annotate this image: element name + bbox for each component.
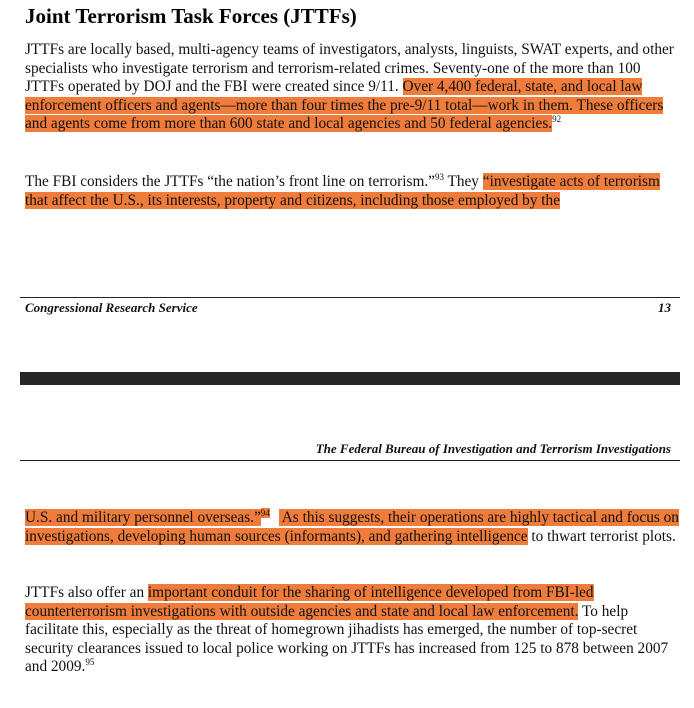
paragraph-operations xyxy=(25,509,680,546)
paragraph-text: JTTFs also offer an xyxy=(25,584,148,601)
footnote-ref[interactable]: 93 xyxy=(434,172,444,182)
highlighted-text[interactable]: important conduit for the sharing of intelligence developed from FBI-led counterterrorism investigations with outside agencies and state and local law enforcement. xyxy=(25,584,594,620)
footnote-ref[interactable]: 94 xyxy=(260,508,270,518)
highlighted-text[interactable]: U.S. and military personnel overseas.” xyxy=(25,509,261,526)
paragraph-text: They xyxy=(443,173,483,190)
highlighted-text[interactable]: Over 4,400 federal, state, and local law enforcement officers and agents—more than four times the pre-9/11 total—work in them. These officers and agents come from more than 600 state and local agencies and 50 federal agencies. xyxy=(25,78,664,133)
paragraph-jttf-overview xyxy=(25,41,680,134)
highlighted-text[interactable]: “investigate acts of terrorism that affect the U.S., its interests, property and citizens, including those employed by the xyxy=(25,173,660,209)
footnote-ref[interactable]: 92 xyxy=(552,114,562,125)
page-number: 13 xyxy=(658,300,671,315)
footer-publisher: Congressional Research Service xyxy=(25,300,198,315)
running-header: The Federal Bureau of Investigation and Terrorism Investigations xyxy=(315,441,671,456)
footer-rule xyxy=(20,297,680,298)
paragraph-text: JTTFs are locally based, multi-agency teams of investigators, analysts, linguists, SWAT experts, and other specialists who investigate terrorism and terrorism-related crimes. Seventy-one of the more than 100 JTTFs operated by DOJ and the FBI were created since 9/11. xyxy=(25,41,674,96)
paragraph-text: to thwart terrorist plots. xyxy=(527,527,676,545)
paragraph-text: To help facilitate this, especially as the threat of homegrown jihadists has emerged, the number of top-secret security clearances issued to local police working on JTTFs has increased from 125 to 878 between 2007 and 2009. xyxy=(25,602,669,676)
header-rule xyxy=(20,460,680,461)
annotation-marker[interactable] xyxy=(270,514,279,523)
page-break xyxy=(20,372,680,385)
paragraph-front-line xyxy=(25,173,680,210)
section-heading: Joint Terrorism Task Forces (JTTFs) xyxy=(25,4,357,28)
paragraph-text: The FBI considers the JTTFs “the nation’s front line on terrorism.” xyxy=(25,173,435,190)
paragraph-intelligence-sharing xyxy=(25,584,680,677)
highlighted-text[interactable]: As this suggests, their operations are highly tactical and focus on investigations, developing human sources (informants), and gathering intelligence xyxy=(25,509,679,545)
footnote-ref[interactable]: 95 xyxy=(85,657,95,668)
